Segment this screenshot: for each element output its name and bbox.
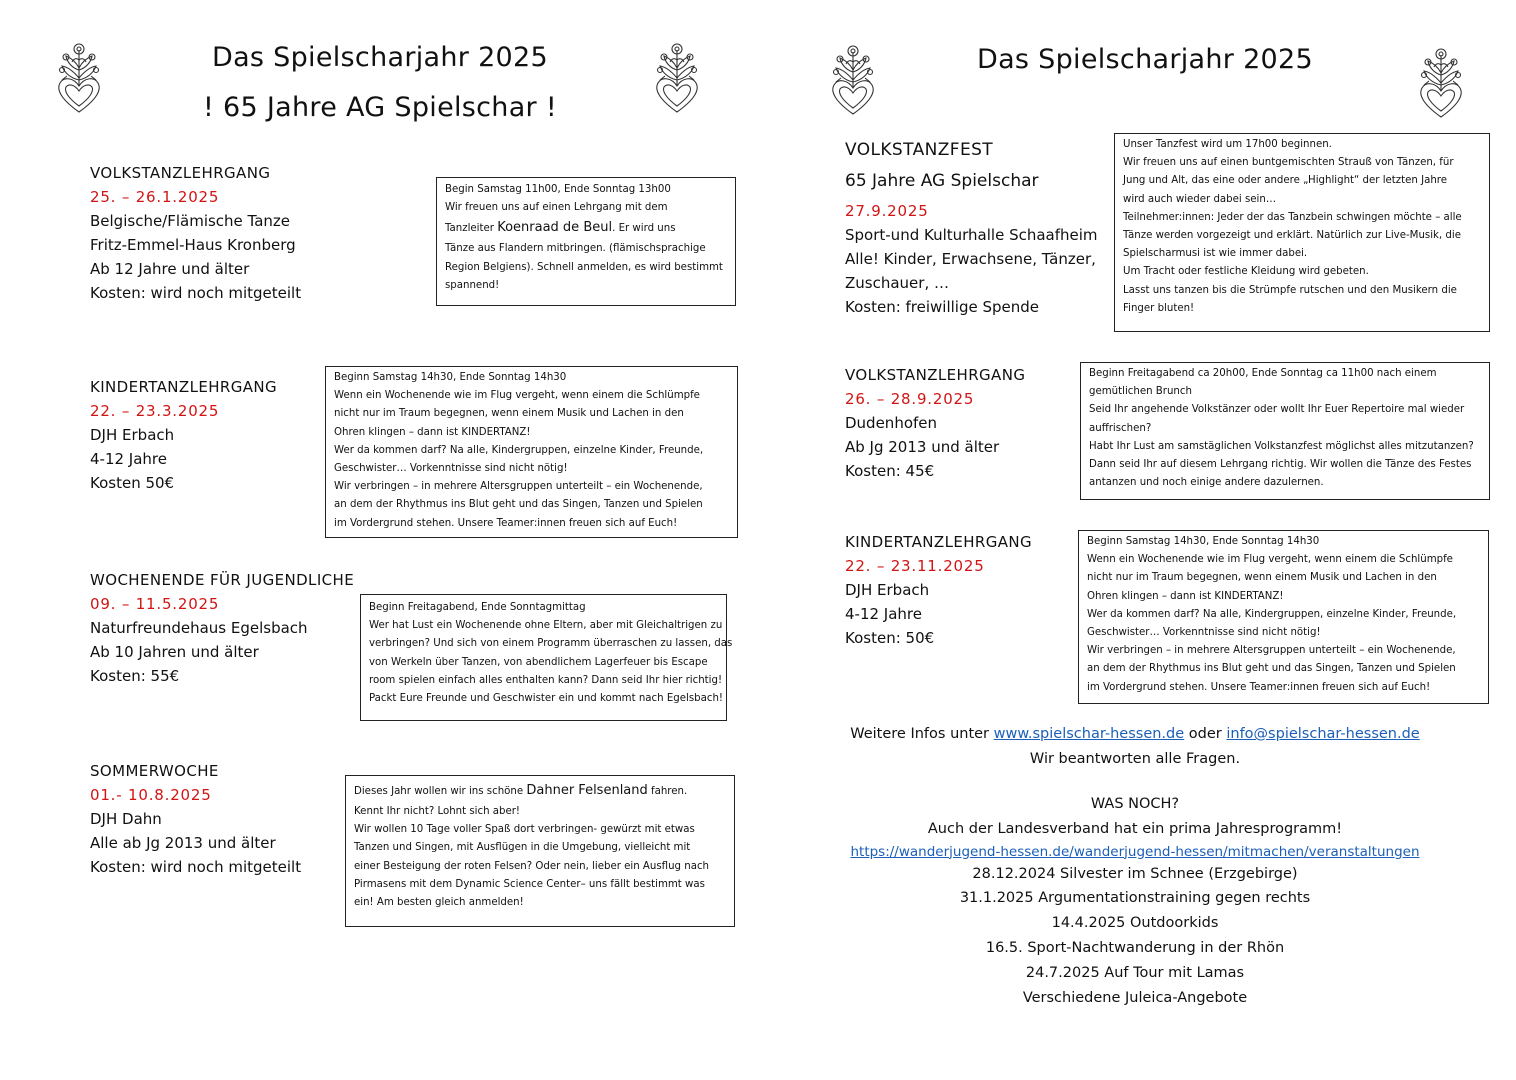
info-line: spannend! bbox=[445, 279, 500, 291]
info-line: antanzen und noch einige andere dazulernen. bbox=[1089, 477, 1324, 489]
event-detail: Belgische/Flämische Tanze bbox=[90, 212, 291, 230]
info-line bbox=[445, 217, 727, 240]
info-line: Tanzen und Singen, mit Ausflügen in die Umgebung, vielleicht mit bbox=[354, 842, 691, 854]
info-line: Tänze aus Flandern mitbringen. (flämischsprachige bbox=[445, 243, 706, 255]
event-detail: Alle! Kinder, Erwachsene, Tänzer, bbox=[845, 250, 1096, 268]
info-line: einer Besteigung der roten Felsen? Oder nein, lieber ein Ausflug nach bbox=[354, 860, 710, 872]
info-line: an dem der Rhythmus ins Blut geht und das Singen, Tanzen und Spielen bbox=[1087, 663, 1456, 675]
event-kindertanzlehrgang-mar bbox=[90, 375, 277, 495]
event-detail: Kosten: wird noch mitgeteilt bbox=[90, 858, 302, 876]
info-line: Jung und Alt, das eine oder andere „Highlight“ der letzten Jahre bbox=[1123, 175, 1448, 187]
info-line: Spielscharmusi ist wie immer dabei. bbox=[1123, 248, 1308, 260]
event-subheading: 65 Jahre AG Spielschar bbox=[845, 171, 1039, 191]
event-detail: Dudenhofen bbox=[845, 414, 938, 432]
info-line: im Vordergrund stehen. Unsere Teamer:innen freuen sich auf Euch! bbox=[1087, 681, 1431, 693]
info-line: im Vordergrund stehen. Unsere Teamer:innen freuen sich auf Euch! bbox=[334, 517, 678, 529]
info-text: fahren. bbox=[647, 786, 688, 797]
info-line: ein! Am besten gleich anmelden! bbox=[354, 897, 524, 909]
more-item: 24.7.2025 Auf Tour mit Lamas bbox=[1025, 964, 1245, 981]
event-info-box bbox=[436, 177, 736, 306]
more-heading: WAS NOCH? bbox=[1090, 796, 1180, 812]
info-line: Wer da kommen darf? Na alle, Kindergruppen, einzelne Kinder, Freunde, bbox=[334, 444, 704, 456]
info-emphasis: Dahner Felsenland bbox=[526, 783, 648, 798]
event-detail: Ab 12 Jahre und älter bbox=[90, 260, 250, 278]
event-info-box bbox=[1080, 362, 1490, 500]
more-item: 31.1.2025 Argumentationstraining gegen rechts bbox=[959, 890, 1311, 907]
info-line: room spielen einfach alles enthalten kann? Dann seid Ihr hier richtig! bbox=[369, 674, 723, 686]
info-line: auffrischen? bbox=[1089, 422, 1152, 434]
heart-ornament-icon bbox=[52, 40, 106, 116]
info-line: Wer hat Lust ein Wochenende ohne Eltern, aber mit Gleichaltrigen zu bbox=[369, 620, 723, 632]
event-heading: VOLKSTANZLEHRGANG bbox=[90, 164, 271, 182]
more-item: 28.12.2024 Silvester im Schnee (Erzgebirge) bbox=[972, 865, 1298, 882]
event-info-box bbox=[1114, 133, 1490, 332]
event-heading: WOCHENENDE FÜR JUGENDLICHE bbox=[90, 571, 355, 589]
info-line: Packt Eure Freunde und Geschwister ein und kommt nach Egelsbach! bbox=[369, 693, 723, 705]
info-line: Geschwister… Vorkenntnisse sind nicht nötig! bbox=[334, 463, 568, 475]
event-detail: DJH Erbach bbox=[845, 581, 930, 599]
event-heading: SOMMERWOCHE bbox=[90, 762, 219, 780]
heart-ornament-icon bbox=[650, 40, 704, 116]
info-text: Tanzleiter bbox=[445, 223, 498, 235]
info-line: Finger bluten! bbox=[1123, 302, 1195, 314]
event-detail: Kosten 50€ bbox=[90, 474, 175, 492]
info-line: Wir verbringen – in mehrere Altersgruppen unterteilt – ein Wochenende, bbox=[334, 481, 703, 493]
landesverband-link[interactable]: https://wanderjugend-hessen.de/wanderjugend-hessen/mitmachen/veranstaltungen bbox=[850, 843, 1420, 860]
contact-line bbox=[830, 722, 1440, 747]
info-line: Wir freuen uns auf einen buntgemischten Strauß von Tänzen, für bbox=[1123, 157, 1454, 169]
info-line: Wer da kommen darf? Na alle, Kindergruppen, einzelne Kinder, Freunde, bbox=[1087, 608, 1457, 620]
info-line: Pirmasens mit dem Dynamic Science Center– uns fällt bestimmt was bbox=[354, 878, 705, 890]
event-volkstanzlehrgang-jan bbox=[90, 161, 301, 305]
event-detail: Kosten: 50€ bbox=[845, 629, 935, 647]
event-heading: KINDERTANZLEHRGANG bbox=[845, 533, 1033, 551]
info-line: nicht nur im Traum begegnen, wenn einem Musik und Lachen in den bbox=[1087, 572, 1437, 584]
info-line: Seid Ihr angehende Volkstänzer oder wollt Ihr Euer Repertoire mal wieder bbox=[1089, 404, 1465, 416]
event-detail: Kosten: 45€ bbox=[845, 462, 935, 480]
event-detail: Kosten: 55€ bbox=[90, 667, 180, 685]
info-line: Teilnehmer:innen: Jeder der das Tanzbein schwingen möchte – alle bbox=[1123, 211, 1462, 223]
contact-note: Wir beantworten alle Fragen. bbox=[1029, 751, 1241, 767]
info-line: Dann seid Ihr auf diesem Lehrgang richtig. Wir wollen die Tänze des Festes bbox=[1089, 459, 1472, 471]
info-line: von Werkeln über Tanzen, von abendlichem Lagerfeuer bis Escape bbox=[369, 656, 708, 668]
info-line bbox=[354, 780, 726, 803]
info-line: Unser Tanzfest wird um 17h00 beginnen. bbox=[1123, 139, 1332, 150]
event-info-box bbox=[360, 594, 733, 721]
heart-ornament-icon bbox=[826, 42, 880, 118]
event-date: 09. – 11.5.2025 bbox=[90, 595, 220, 613]
event-heading: KINDERTANZLEHRGANG bbox=[90, 378, 278, 396]
event-detail: DJH Dahn bbox=[90, 810, 162, 828]
event-date: 26. – 28.9.2025 bbox=[845, 390, 975, 408]
event-volkstanzfest bbox=[845, 137, 1098, 319]
email-link[interactable]: info@spielschar-hessen.de bbox=[1226, 726, 1420, 742]
website-link[interactable]: www.spielschar-hessen.de bbox=[993, 726, 1185, 742]
info-line: Tänze werden vorgezeigt und erklärt. Natürlich zur Live-Musik, die bbox=[1123, 230, 1461, 242]
info-line: Ohren klingen – dann ist KINDERTANZ! bbox=[334, 426, 531, 438]
info-line: verbringen? Und sich von einem Programm überraschen zu lassen, das bbox=[369, 638, 733, 650]
info-line: Wir verbringen – in mehrere Altersgruppen unterteilt – ein Wochenende, bbox=[1087, 645, 1456, 657]
info-line: Lasst uns tanzen bis die Strümpfe rutschen und den Musikern die bbox=[1123, 284, 1457, 296]
event-date: 22. – 23.3.2025 bbox=[90, 402, 220, 420]
event-detail: Alle ab Jg 2013 und älter bbox=[90, 834, 276, 852]
page-subtitle: ! 65 Jahre AG Spielschar ! bbox=[203, 92, 557, 123]
info-line: nicht nur im Traum begegnen, wenn einem Musik und Lachen in den bbox=[334, 408, 684, 420]
info-text: . Er wird uns bbox=[612, 223, 676, 235]
event-volkstanzlehrgang-sep bbox=[845, 363, 1025, 483]
event-detail: DJH Erbach bbox=[90, 426, 175, 444]
event-detail: Sport-und Kulturhalle Schaafheim bbox=[845, 226, 1098, 244]
info-line: Wir wollen 10 Tage voller Spaß dort verbringen- gewürzt mit etwas bbox=[354, 824, 695, 836]
info-line: Beginn Samstag 14h30, Ende Sonntag 14h30 bbox=[1087, 536, 1320, 547]
contact-info bbox=[830, 722, 1440, 772]
event-kindertanzlehrgang-nov bbox=[845, 530, 1032, 650]
event-info-box bbox=[325, 366, 738, 538]
info-line: Kennt Ihr nicht? Lohnt sich aber! bbox=[354, 806, 521, 817]
info-text: Dieses Jahr wollen wir ins schöne bbox=[354, 786, 527, 797]
more-intro: Auch der Landesverband hat ein prima Jahresprogramm! bbox=[927, 820, 1343, 837]
event-detail: Kosten: freiwillige Spende bbox=[845, 298, 1040, 316]
info-line: an dem der Rhythmus ins Blut geht und das Singen, Tanzen und Spielen bbox=[334, 499, 703, 511]
contact-text: oder bbox=[1184, 726, 1227, 742]
info-line: Beginn Samstag 14h30, Ende Sonntag 14h30 bbox=[334, 372, 567, 383]
event-detail: Ab 10 Jahren und älter bbox=[90, 643, 259, 661]
event-date: 01.- 10.8.2025 bbox=[90, 786, 212, 804]
contact-text: Weitere Infos unter bbox=[850, 726, 994, 742]
info-line: Beginn Freitagabend, Ende Sonntagmittag bbox=[369, 602, 586, 613]
info-line: Geschwister… Vorkenntnisse sind nicht nötig! bbox=[1087, 627, 1321, 639]
info-line: Ohren klingen – dann ist KINDERTANZ! bbox=[1087, 590, 1284, 602]
event-detail: Zuschauer, … bbox=[845, 274, 949, 292]
info-line: Beginn Freitagabend ca 20h00, Ende Sonntag ca 11h00 nach einem bbox=[1089, 368, 1437, 379]
more-item: 16.5. Sport-Nachtwanderung in der Rhön bbox=[985, 939, 1285, 956]
event-date: 25. – 26.1.2025 bbox=[90, 188, 220, 206]
info-line: Habt Ihr Lust am samstäglichen Volkstanzfest möglichst alles mitzutanzen? bbox=[1089, 440, 1474, 452]
event-detail: Fritz-Emmel-Haus Kronberg bbox=[90, 236, 296, 254]
event-info-box bbox=[1078, 530, 1489, 704]
event-detail: Ab Jg 2013 und älter bbox=[845, 438, 1000, 456]
info-line: Region Belgiens). Schnell anmelden, es wird bestimmt bbox=[445, 261, 723, 273]
info-emphasis: Koenraad de Beul bbox=[497, 220, 613, 236]
info-line: Begin Samstag 11h00, Ende Sonntag 13h00 bbox=[445, 184, 671, 195]
more-section bbox=[830, 792, 1440, 1010]
more-item: 14.4.2025 Outdoorkids bbox=[1051, 915, 1219, 932]
info-line: Wenn ein Wochenende wie im Flug vergeht, wenn einem die Schlümpfe bbox=[334, 390, 700, 402]
info-line: Um Tracht oder festliche Kleidung wird gebeten. bbox=[1123, 266, 1369, 278]
info-line: gemütlichen Brunch bbox=[1089, 386, 1192, 398]
info-line: Wir freuen uns auf einen Lehrgang mit dem bbox=[445, 202, 668, 214]
page-title: Das Spielscharjahr 2025 bbox=[211, 42, 548, 73]
event-heading: VOLKSTANZFEST bbox=[845, 140, 994, 160]
event-detail: Kosten: wird noch mitgeteilt bbox=[90, 284, 302, 302]
info-line: wird auch wieder dabei sein… bbox=[1123, 193, 1277, 205]
event-detail: 4-12 Jahre bbox=[845, 605, 922, 623]
event-date: 27.9.2025 bbox=[845, 202, 929, 220]
event-sommerwoche bbox=[90, 759, 301, 879]
heart-ornament-icon bbox=[1414, 45, 1468, 121]
event-wochenende-jugendliche bbox=[90, 568, 354, 688]
event-detail: Naturfreundehaus Egelsbach bbox=[90, 619, 308, 637]
event-info-box bbox=[345, 775, 735, 927]
page-title: Das Spielscharjahr 2025 bbox=[976, 44, 1313, 75]
more-item: Verschiedene Juleica-Angebote bbox=[1022, 989, 1248, 1006]
event-heading: VOLKSTANZLEHRGANG bbox=[845, 366, 1026, 384]
info-line: Wenn ein Wochenende wie im Flug vergeht, wenn einem die Schlümpfe bbox=[1087, 554, 1453, 566]
event-date: 22. – 23.11.2025 bbox=[845, 557, 985, 575]
event-detail: 4-12 Jahre bbox=[90, 450, 167, 468]
